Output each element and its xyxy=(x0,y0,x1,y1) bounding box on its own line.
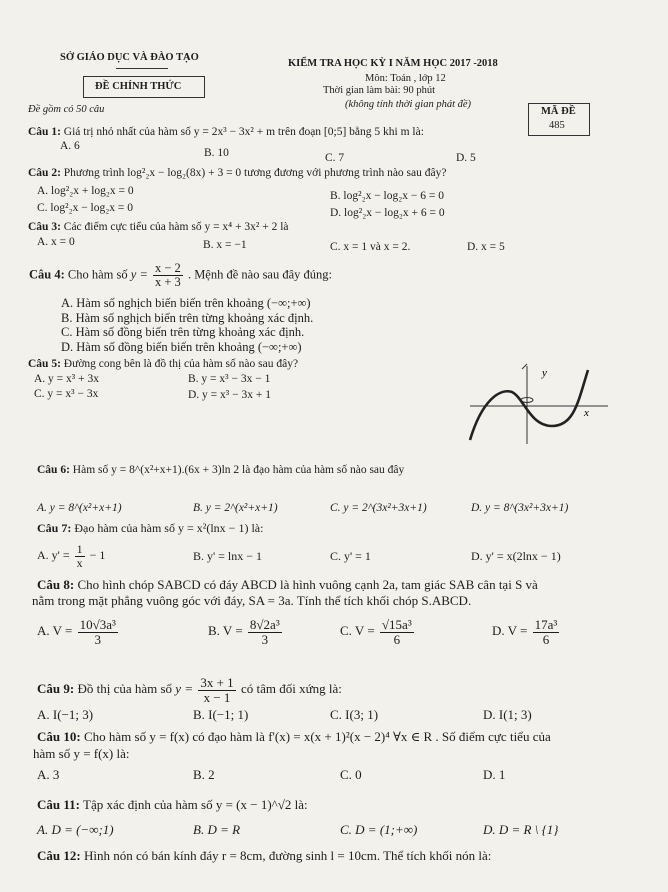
q10-option-c: C. 0 xyxy=(340,767,362,782)
exam-duration: Thời gian làm bài: 90 phút xyxy=(323,85,435,96)
q3-option-d: D. x = 5 xyxy=(467,241,505,253)
q5-option-b: B. y = x³ − 3x − 1 xyxy=(188,373,271,385)
q3-option-a: A. x = 0 xyxy=(37,236,75,248)
q3-option-c: C. x = 1 và x = 2. xyxy=(330,241,411,253)
q3-option-b: B. x = −1 xyxy=(203,239,247,251)
department-name: SỞ GIÁO DỤC VÀ ĐÀO TẠO xyxy=(60,52,199,63)
q1-option-b: B. 10 xyxy=(204,147,229,159)
question-suffix: có tâm đối xứng là: xyxy=(240,681,342,697)
function-fraction: $\frac{x - 2}{x + 3}$ xyxy=(155,261,181,290)
question-label: Câu 8: xyxy=(37,577,75,592)
question-2 xyxy=(28,167,446,179)
q8-option-b: B. V = $\frac{\text{8√2a³}}{3}$ xyxy=(208,617,280,647)
exam-title: KIỂM TRA HỌC KỲ I NĂM HỌC 2017 -2018 xyxy=(288,58,498,69)
question-8 xyxy=(37,577,538,593)
question-label: Câu 5: xyxy=(28,358,61,370)
question-10 xyxy=(37,729,551,745)
q8-option-a: A. V = $\frac{\text{10√3a³}}{3}$ xyxy=(37,617,116,647)
q2-option-c: C. log²₂x − log₂x = 0 xyxy=(37,202,133,214)
q11-option-d: D. D = R \ {1} xyxy=(483,822,559,837)
q7-option-c: C. y' = 1 xyxy=(330,549,371,563)
y-axis-arrow xyxy=(522,364,527,369)
q5-option-c: C. y = x³ − 3x xyxy=(34,388,99,400)
exam-subject: Môn: Toán , lớp 12 xyxy=(365,73,446,84)
exam-code-value: 485 xyxy=(549,120,565,131)
function-fraction: $\frac{3x + 1}{x - 1}$ xyxy=(200,675,234,705)
q1-option-a: A. 6 xyxy=(60,140,80,152)
q4-option-c: C. Hàm số đồng biến trên từng khoảng xác định. xyxy=(61,325,305,339)
question-label: Câu 1: xyxy=(28,126,61,138)
q5-option-a: A. y = x³ + 3x xyxy=(34,373,99,385)
question-text: Phương trình log²₂x − log₂(8x) + 3 = 0 tương đương với phương trình nào sau đây? xyxy=(63,167,447,179)
q7-option-a: A. y' = $\frac{1}{x}$ − 1 xyxy=(37,542,106,570)
question-text: Đạo hàm của hàm số y = x²(lnx − 1) là: xyxy=(74,521,264,535)
question-label: Câu 7: xyxy=(37,521,72,535)
question-label: Câu 11: xyxy=(37,797,80,812)
question-9: Câu 9: Đồ thị của hàm số y = $\frac{3x + 1}{x - 1}$ có tâm đối xứng là: xyxy=(37,675,342,705)
q9-option-d: D. I(1; 3) xyxy=(483,707,532,722)
q4-option-b: B. Hàm số nghịch biến trên từng khoảng xác định. xyxy=(61,311,314,325)
question-7 xyxy=(37,521,263,536)
q10-option-a: A. 3 xyxy=(37,767,60,782)
y-axis-label: y xyxy=(542,367,547,379)
q7-option-b: B. y' = lnx − 1 xyxy=(193,549,263,563)
q8-option-c: C. V = $\frac{\text{√15a³}}{6}$ xyxy=(340,617,412,647)
question-3 xyxy=(28,221,289,233)
question-text-line1: Cho hàm số y = f(x) có đạo hàm là f'(x) = x(x + 1)²(x − 2)⁴ ∀x ∈ R . Số điểm cực tiểu của xyxy=(83,729,551,744)
q9-option-c: C. I(3; 1) xyxy=(330,707,379,722)
q6-option-a: A. y = 8^(x²+x+1) xyxy=(37,502,122,514)
question-text-line1: Cho hình chóp SABCD có đáy ABCD là hình vuông cạnh 2a, tam giác SAB cân tại S và xyxy=(77,577,538,592)
question-4: Câu 4: Cho hàm số y = $\frac{x - 2}{x + 3}$ . Mệnh đề nào sau đây đúng: xyxy=(29,261,333,290)
q11-option-a: A. D = (−∞;1) xyxy=(37,822,114,837)
q6-option-c: C. y = 2^(3x²+3x+1) xyxy=(330,502,427,514)
question-text: Các điểm cực tiểu của hàm số y = x⁴ + 3x² + 2 là xyxy=(63,221,289,233)
question-label: Câu 12: xyxy=(37,848,81,863)
question-6 xyxy=(37,464,404,476)
question-5 xyxy=(28,358,298,370)
q6-option-b: B. y = 2^(x²+x+1) xyxy=(193,502,278,514)
question-count: Đề gồm có 50 câu xyxy=(28,104,105,115)
q2-option-a: A. log²₂x + log₂x = 0 xyxy=(37,185,134,197)
q2-option-b: B. log²₂x − log₂x − 6 = 0 xyxy=(330,190,444,202)
question-prefix: Đồ thị của hàm số xyxy=(77,681,173,697)
question-label: Câu 2: xyxy=(28,167,61,179)
question-11 xyxy=(37,797,308,813)
q5-option-d: D. y = x³ − 3x + 1 xyxy=(188,389,271,401)
question-8-line2: nằm trong mặt phẳng vuông góc với đáy, SA = 3a. Tính thể tích khối chóp S.ABCD. xyxy=(32,593,472,608)
x-axis-label: x xyxy=(584,407,589,419)
question-prefix: Cho hàm số xyxy=(67,267,128,282)
question-label: Câu 6: xyxy=(37,464,70,476)
question-text: Tập xác định của hàm số y = (x − 1)^√2 là: xyxy=(83,797,308,812)
question-10-line2: hàm số y = f(x) là: xyxy=(33,746,130,761)
exam-note: (không tính thời gian phát đề) xyxy=(345,99,472,110)
cubic-curve xyxy=(470,370,588,440)
question-text: Hàm số y = 8^(x²+x+1).(6x + 3)ln 2 là đạo hàm của hàm số nào sau đây xyxy=(72,464,405,476)
question-text: Giá trị nhỏ nhất của hàm số y = 2x³ − 3x² + m trên đoạn [0;5] bằng 5 khi m là: xyxy=(63,126,424,138)
q9-option-b: B. I(−1; 1) xyxy=(193,707,249,722)
q1-option-d: D. 5 xyxy=(456,152,476,164)
cubic-graph-figure xyxy=(462,360,612,446)
question-text: Hình nón có bán kính đáy r = 8cm, đường sinh l = 10cm. Thể tích khối nón là: xyxy=(83,848,492,863)
q11-option-c: C. D = (1;+∞) xyxy=(340,822,418,837)
q4-option-d: D. Hàm số đồng biến biến trên khoảng (−∞;+∞) xyxy=(61,340,302,354)
question-suffix: . Mệnh đề nào sau đây đúng: xyxy=(187,267,333,282)
q2-option-d: D. log²₂x − log₂x + 6 = 0 xyxy=(330,207,445,219)
q11-option-b: B. D = R xyxy=(193,822,241,837)
question-label: Câu 4: xyxy=(29,267,65,282)
question-1 xyxy=(28,126,424,138)
q1-option-c: C. 7 xyxy=(325,152,345,164)
q8-option-d: D. V = $\frac{\text{17a³}}{6}$ xyxy=(492,617,558,647)
official-label: ĐỀ CHÍNH THỨC xyxy=(95,81,182,92)
question-label: Câu 3: xyxy=(28,221,61,233)
q10-option-d: D. 1 xyxy=(483,767,506,782)
question-text: Đường cong bên là đồ thị của hàm số nào sau đây? xyxy=(63,358,299,370)
exam-code-label: MÃ ĐỀ xyxy=(541,106,576,117)
q4-option-a: A. Hàm số nghịch biến biến trên khoảng (−∞;+∞) xyxy=(61,296,311,310)
dept-underline xyxy=(116,68,168,69)
question-label: Câu 9: xyxy=(37,681,75,697)
q7-option-d: D. y' = x(2lnx − 1) xyxy=(471,549,561,563)
q9-option-a: A. I(−1; 3) xyxy=(37,707,94,722)
q6-option-d: D. y = 8^(3x²+3x+1) xyxy=(471,502,569,514)
q10-option-b: B. 2 xyxy=(193,767,215,782)
question-12 xyxy=(37,848,491,864)
question-label: Câu 10: xyxy=(37,729,81,744)
